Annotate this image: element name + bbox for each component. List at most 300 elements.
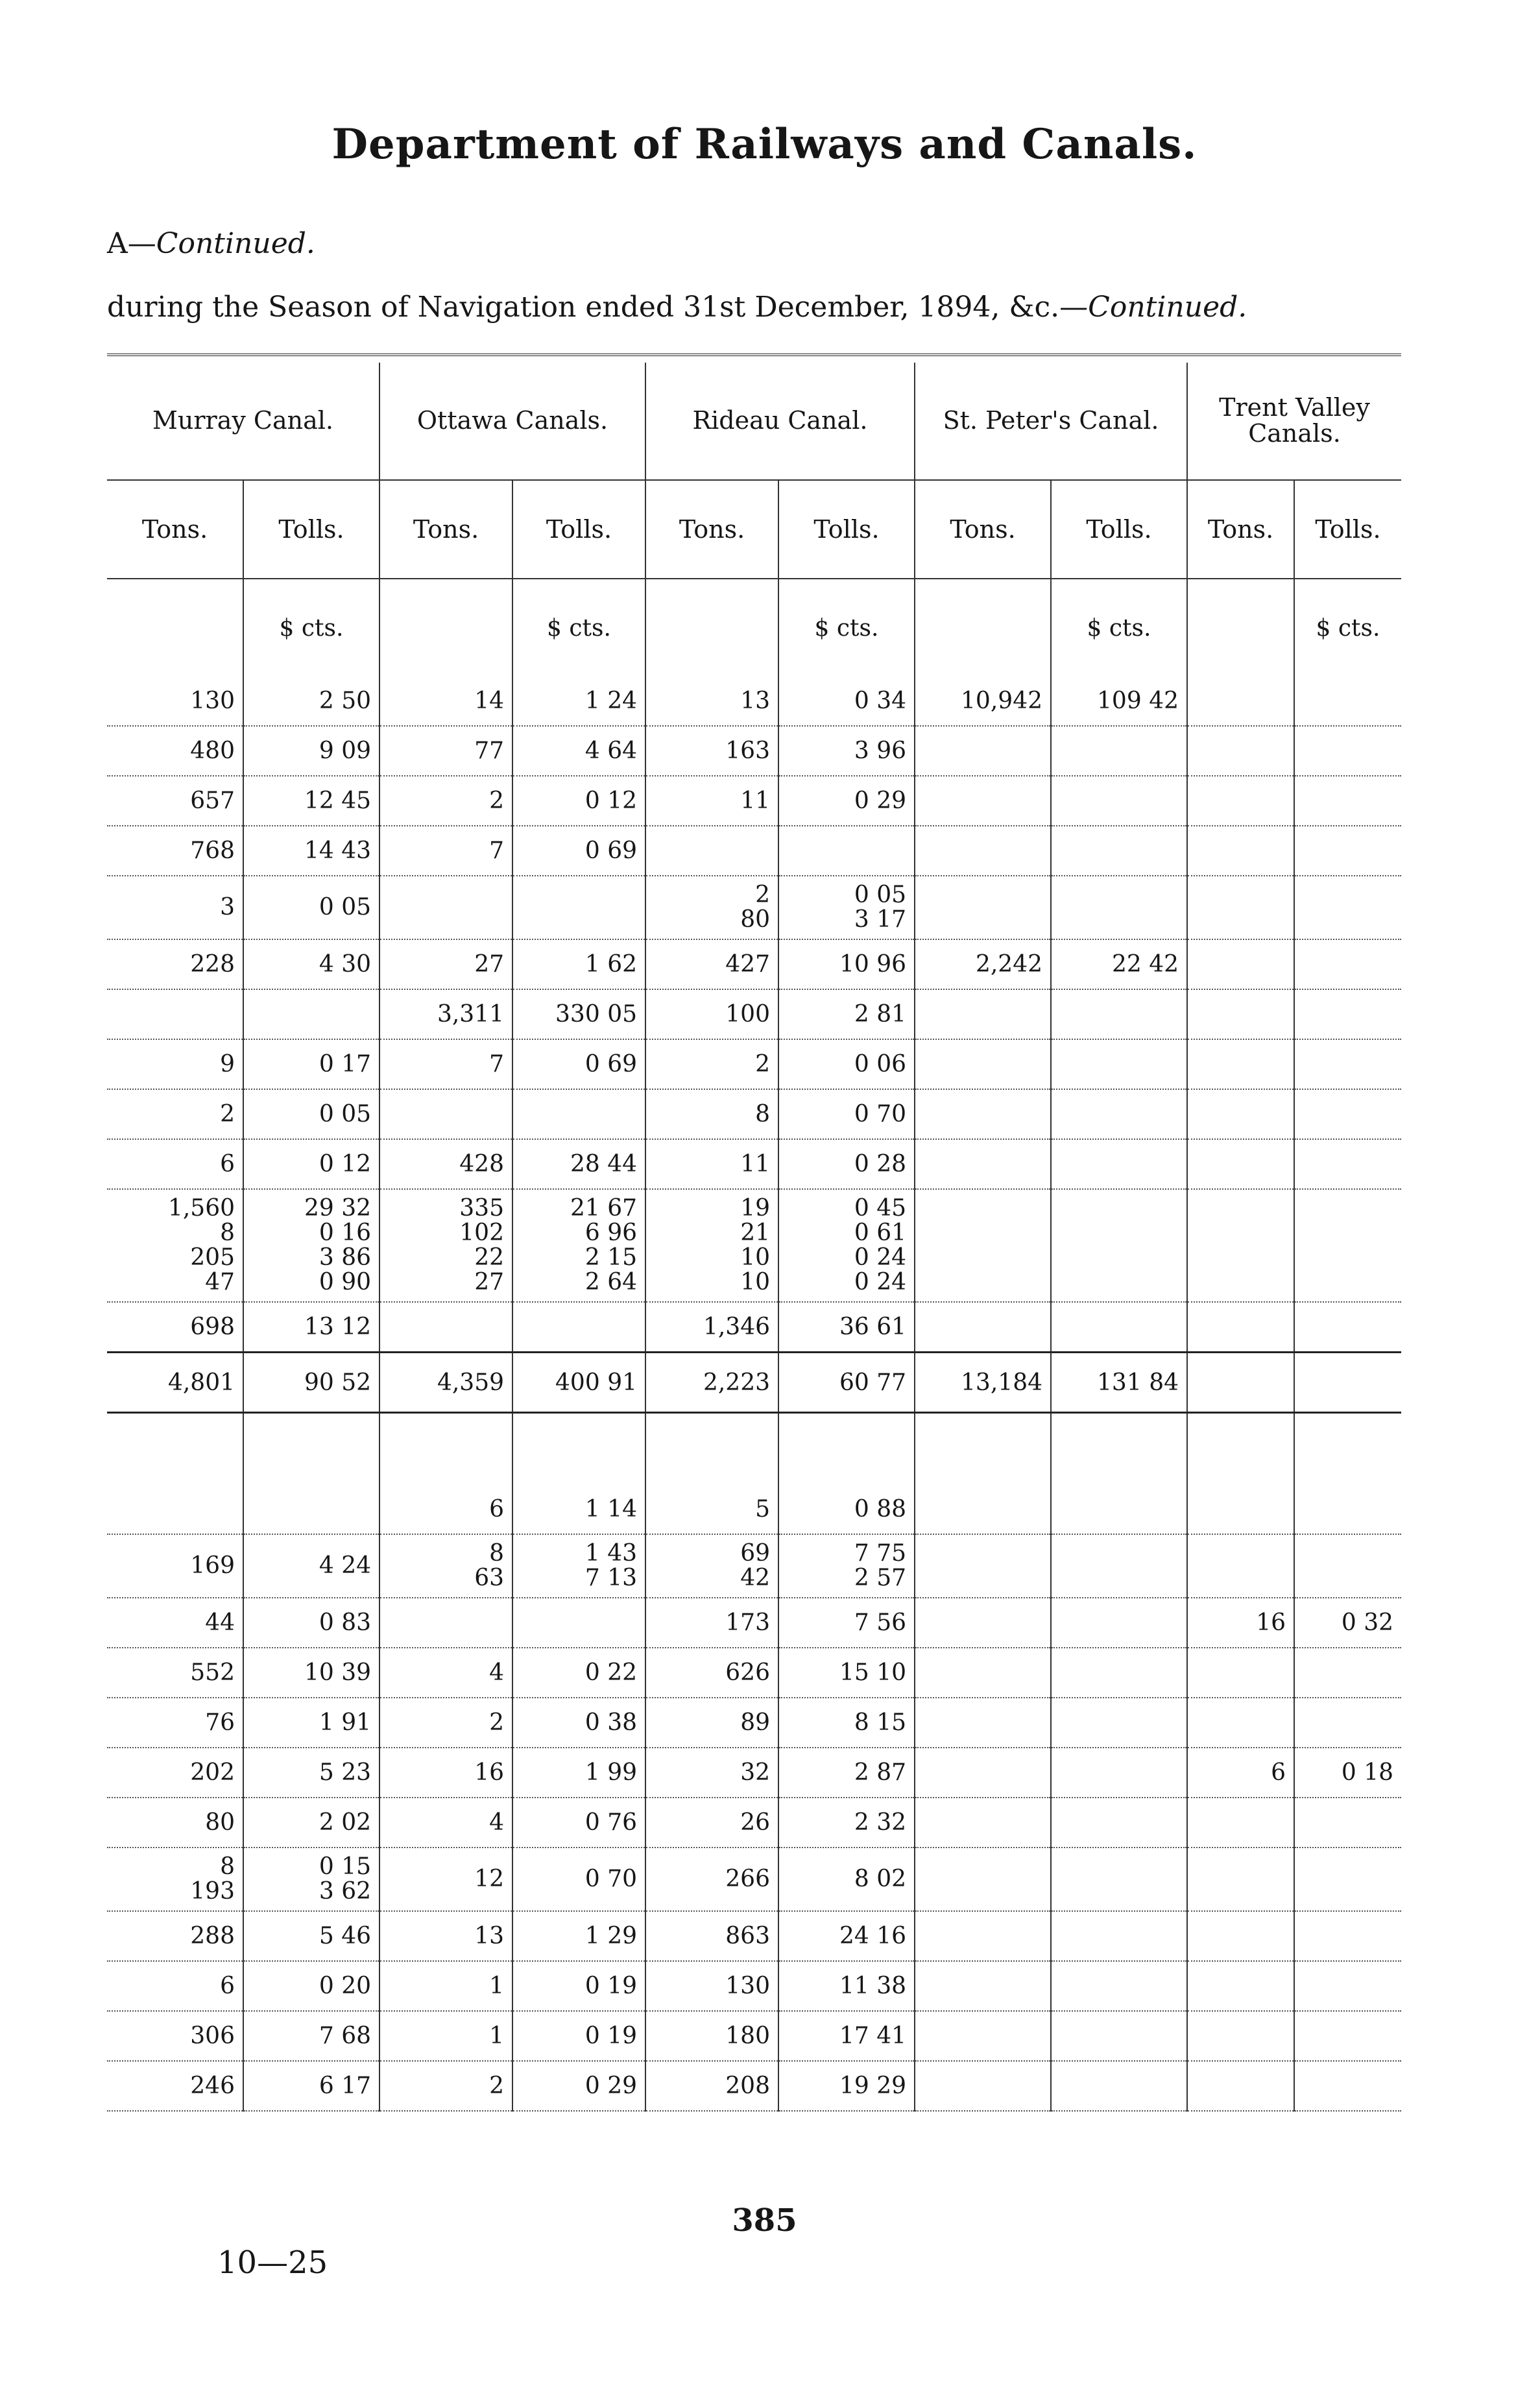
tons-cell: 6 [107,1139,243,1189]
tolls-cell: 0 19 [512,1961,645,2011]
subheading-continued: Continued. [156,227,315,260]
tons-cell: 306 [107,2011,243,2061]
unit-label [379,579,512,677]
subcol-header: Tolls. [778,480,915,579]
tons-cell [915,1189,1051,1302]
tons-cell: 2,223 [645,1353,778,1413]
tolls-cell: 2 81 [778,989,915,1039]
tolls-cell [1294,2011,1401,2061]
tons-cell [1187,1353,1294,1413]
tolls-cell: 29 32 0 16 3 86 0 90 [243,1189,379,1302]
tons-cell: 4 [379,1648,512,1698]
tolls-cell [1294,1139,1401,1189]
table-row [107,1848,1401,1911]
subcol-header: Tolls. [1294,480,1401,579]
tolls-cell [243,1485,379,1534]
subcol-header: Tons. [1187,480,1294,579]
tolls-cell: 0 29 [512,2061,645,2111]
table-row [107,776,1401,826]
tolls-cell: 4 24 [243,1534,379,1598]
table-row [107,2011,1401,2061]
tolls-cell: 3 96 [778,726,915,776]
tolls-cell: 11 38 [778,1961,915,2011]
tons-cell [1187,1534,1294,1598]
unit-label [1187,579,1294,677]
tons-cell: 27 [379,939,512,989]
tons-cell [915,2011,1051,2061]
tons-cell: 130 [107,677,243,726]
tolls-cell [1051,1698,1187,1748]
tons-cell [1187,726,1294,776]
table-row [107,1648,1401,1698]
tolls-cell [1294,1848,1401,1911]
tons-cell: 266 [645,1848,778,1911]
tolls-cell [512,1598,645,1648]
canal-header-st-peters: St. Peter's Canal. [915,363,1187,480]
tolls-cell: 1 14 [512,1485,645,1534]
tolls-cell: 131 84 [1051,1353,1187,1413]
tons-cell: 768 [107,826,243,876]
tolls-cell [1294,1698,1401,1748]
tons-cell [379,1302,512,1353]
tolls-cell: 0 06 [778,1039,915,1089]
tons-cell [1187,826,1294,876]
tons-cell [107,1413,243,1486]
tons-cell: 1,560 8 205 47 [107,1189,243,1302]
tons-cell [915,726,1051,776]
subheading-prefix: A— [107,227,156,260]
tolls-cell: 1 99 [512,1748,645,1798]
tons-cell: 12 [379,1848,512,1911]
table-row [107,2061,1401,2111]
table-row [107,1961,1401,2011]
tons-cell: 69 42 [645,1534,778,1598]
tolls-cell [1051,1139,1187,1189]
tolls-cell: 21 67 6 96 2 15 2 64 [512,1189,645,1302]
tolls-cell [1051,776,1187,826]
tons-cell: 288 [107,1911,243,1961]
tolls-cell: 0 32 [1294,1598,1401,1648]
tons-cell [1187,1189,1294,1302]
table-row [107,939,1401,989]
tons-cell [915,1534,1051,1598]
tolls-cell: 2 50 [243,677,379,726]
tons-cell: 8 63 [379,1534,512,1598]
tolls-cell [1294,726,1401,776]
tons-cell [1187,1798,1294,1848]
tons-cell: 2 [107,1089,243,1139]
tolls-cell [243,1413,379,1486]
tolls-cell [1051,1648,1187,1698]
tolls-cell: 0 69 [512,1039,645,1089]
unit-label: $ cts. [1051,579,1187,677]
tolls-cell: 0 28 [778,1139,915,1189]
tolls-cell: 60 77 [778,1353,915,1413]
tons-cell: 26 [645,1798,778,1848]
tolls-cell: 0 76 [512,1798,645,1848]
tons-cell: 44 [107,1598,243,1648]
tolls-cell [1051,726,1187,776]
tons-cell: 2 [645,1039,778,1089]
tolls-cell [1051,2061,1187,2111]
tolls-cell [1294,989,1401,1039]
tons-cell: 7 [379,1039,512,1089]
tolls-cell: 0 19 [512,2011,645,2061]
tons-cell: 13,184 [915,1353,1051,1413]
tons-cell: 8 193 [107,1848,243,1911]
tolls-cell [1051,989,1187,1039]
caption-text: during the Season of Navigation ended 31st December, 1894, &c.— [107,291,1089,324]
tolls-cell: 109 42 [1051,677,1187,726]
tolls-cell: 7 75 2 57 [778,1534,915,1598]
tolls-cell: 0 12 [512,776,645,826]
tons-cell: 11 [645,1139,778,1189]
tolls-cell [1294,1189,1401,1302]
table-row [107,876,1401,939]
table-row [107,1139,1401,1189]
tons-cell [915,1911,1051,1961]
total-row [107,1353,1401,1413]
tons-cell: 10,942 [915,677,1051,726]
tons-cell: 11 [645,776,778,826]
canal-header-trent-valley: Trent Valley Canals. [1187,363,1401,480]
tons-cell [1187,1139,1294,1189]
tons-cell: 80 [107,1798,243,1848]
tons-cell: 77 [379,726,512,776]
tons-cell [915,1485,1051,1534]
tolls-cell [1051,2011,1187,2061]
tons-cell [915,2061,1051,2111]
table-row [107,1039,1401,1089]
tolls-cell [1294,1485,1401,1534]
tolls-cell [512,1302,645,1353]
table-row [107,1302,1401,1353]
tolls-cell [1051,826,1187,876]
table-row [107,989,1401,1039]
tons-cell: 180 [645,2011,778,2061]
tons-cell [1187,876,1294,939]
tons-cell [1187,1485,1294,1534]
tolls-cell: 36 61 [778,1302,915,1353]
tons-cell [1187,1302,1294,1353]
tons-cell: 169 [107,1534,243,1598]
tons-cell [107,989,243,1039]
tons-cell: 173 [645,1598,778,1648]
tolls-cell: 1 29 [512,1911,645,1961]
tons-cell: 163 [645,726,778,776]
tons-cell [915,1698,1051,1748]
subcol-header: Tons. [915,480,1051,579]
tons-cell: 863 [645,1911,778,1961]
tolls-cell [1294,677,1401,726]
table-row [107,1798,1401,1848]
tons-cell [379,1598,512,1648]
tolls-cell: 14 43 [243,826,379,876]
tons-cell: 89 [645,1698,778,1748]
tolls-cell: 0 12 [243,1139,379,1189]
tons-cell [1187,1911,1294,1961]
tons-cell [915,1848,1051,1911]
tons-cell [1187,1413,1294,1486]
tolls-cell: 0 88 [778,1485,915,1534]
page-number: 385 [732,2202,797,2239]
tons-cell: 427 [645,939,778,989]
tolls-cell: 90 52 [243,1353,379,1413]
tons-cell: 32 [645,1748,778,1798]
tolls-cell: 8 02 [778,1848,915,1911]
tons-cell: 4,359 [379,1353,512,1413]
tolls-cell: 0 34 [778,677,915,726]
tolls-cell [1051,1848,1187,1911]
tolls-cell: 0 05 [243,876,379,939]
tolls-cell: 9 09 [243,726,379,776]
tolls-cell: 13 12 [243,1302,379,1353]
subcolumn-header-row [107,480,1401,579]
tolls-cell: 24 16 [778,1911,915,1961]
tons-cell [1187,939,1294,989]
unit-label: $ cts. [512,579,645,677]
tolls-cell [1051,1089,1187,1139]
tolls-cell [1294,1302,1401,1353]
tolls-cell: 4 30 [243,939,379,989]
tons-cell [915,1089,1051,1139]
canal-header-ottawa: Ottawa Canals. [379,363,645,480]
tons-cell [915,1748,1051,1798]
tons-cell: 76 [107,1698,243,1748]
tons-cell [645,1413,778,1486]
top-rule [107,355,1401,363]
subcol-header: Tolls. [1051,480,1187,579]
tons-cell [1187,1039,1294,1089]
tolls-cell: 0 17 [243,1039,379,1089]
tons-cell: 202 [107,1748,243,1798]
tons-cell: 1 [379,1961,512,2011]
tolls-cell: 0 18 [1294,1748,1401,1798]
tolls-cell [1051,1413,1187,1486]
tolls-cell [1051,1798,1187,1848]
tons-cell: 100 [645,989,778,1039]
tons-cell [915,1598,1051,1648]
tolls-cell: 0 83 [243,1598,379,1648]
tons-cell [915,1302,1051,1353]
canal-traffic-table [107,354,1401,2112]
tons-cell: 16 [379,1748,512,1798]
tons-cell [915,826,1051,876]
tons-cell: 208 [645,2061,778,2111]
ledger-body [107,677,1401,2111]
tolls-cell: 22 42 [1051,939,1187,989]
ledger-table-wrap [107,354,1401,2112]
tolls-cell: 17 41 [778,2011,915,2061]
tons-cell: 552 [107,1648,243,1698]
tons-cell: 8 [645,1089,778,1139]
unit-label [107,579,243,677]
tons-cell: 2 80 [645,876,778,939]
tolls-cell [1051,1189,1187,1302]
table-row [107,1413,1401,1486]
tolls-cell [1051,876,1187,939]
tons-cell: 2 [379,776,512,826]
tolls-cell: 0 29 [778,776,915,826]
tolls-cell [778,826,915,876]
tons-cell: 14 [379,677,512,726]
tons-cell: 9 [107,1039,243,1089]
tolls-cell [1294,1911,1401,1961]
tolls-cell [1294,826,1401,876]
tolls-cell: 330 05 [512,989,645,1039]
canal-header-rideau: Rideau Canal. [645,363,915,480]
tolls-cell: 0 45 0 61 0 24 0 24 [778,1189,915,1302]
tolls-cell [1294,2061,1401,2111]
tons-cell [915,1139,1051,1189]
unit-label [915,579,1051,677]
tolls-cell: 5 46 [243,1911,379,1961]
tolls-cell: 1 62 [512,939,645,989]
tons-cell [915,1413,1051,1486]
subcol-header: Tons. [645,480,778,579]
tolls-cell [1051,1598,1187,1648]
tons-cell [1187,989,1294,1039]
tolls-cell: 0 70 [512,1848,645,1911]
table-row [107,726,1401,776]
tons-cell: 6 [107,1961,243,2011]
tons-cell [915,989,1051,1039]
tolls-cell [778,1413,915,1486]
canal-header-row [107,363,1401,480]
tons-cell [915,876,1051,939]
table-row [107,1485,1401,1534]
tons-cell [645,826,778,876]
tolls-cell [243,989,379,1039]
tons-cell: 3 [107,876,243,939]
tolls-cell: 0 22 [512,1648,645,1698]
subcol-header: Tolls. [243,480,379,579]
tolls-cell: 15 10 [778,1648,915,1698]
tons-cell [915,1798,1051,1848]
tolls-cell [1294,876,1401,939]
tolls-cell: 0 05 [243,1089,379,1139]
tons-cell: 657 [107,776,243,826]
unit-label: $ cts. [243,579,379,677]
tolls-cell [1294,1648,1401,1698]
canal-header-murray: Murray Canal. [107,363,379,480]
tons-cell [1187,1848,1294,1911]
tons-cell: 2 [379,1698,512,1748]
tons-cell [1187,1089,1294,1139]
tolls-cell: 10 39 [243,1648,379,1698]
table-row [107,1534,1401,1598]
tons-cell: 16 [1187,1598,1294,1648]
printer-signature: 10—25 [217,2245,328,2281]
tolls-cell [512,1413,645,1486]
tons-cell: 2,242 [915,939,1051,989]
table-row [107,1089,1401,1139]
tolls-cell: 2 32 [778,1798,915,1848]
tons-cell: 5 [645,1485,778,1534]
tolls-cell [1051,1485,1187,1534]
tons-cell: 7 [379,826,512,876]
tolls-cell: 7 68 [243,2011,379,2061]
tons-cell [379,876,512,939]
tons-cell [1187,2011,1294,2061]
tolls-cell [1294,1353,1401,1413]
tons-cell: 4,801 [107,1353,243,1413]
tons-cell: 1,346 [645,1302,778,1353]
table-row [107,1748,1401,1798]
tons-cell: 6 [379,1485,512,1534]
unit-label: $ cts. [1294,579,1401,677]
table-row [107,1698,1401,1748]
tons-cell [915,1039,1051,1089]
table-row [107,1911,1401,1961]
tons-cell [915,1961,1051,2011]
tons-cell [1187,1648,1294,1698]
tons-cell: 4 [379,1798,512,1848]
tolls-cell: 0 70 [778,1089,915,1139]
tolls-cell [512,1089,645,1139]
tons-cell [1187,1961,1294,2011]
tons-cell: 2 [379,2061,512,2111]
section-subheading [107,227,315,260]
tons-cell [379,1089,512,1139]
tolls-cell: 7 56 [778,1598,915,1648]
tolls-cell: 1 24 [512,677,645,726]
tolls-cell: 5 23 [243,1748,379,1798]
tolls-cell [1294,1039,1401,1089]
tolls-cell [1051,1302,1187,1353]
table-row [107,1189,1401,1302]
tolls-cell: 19 29 [778,2061,915,2111]
subcol-header: Tons. [379,480,512,579]
tons-cell: 1 [379,2011,512,2061]
tons-cell [107,1485,243,1534]
tolls-cell [1051,1534,1187,1598]
units-row [107,579,1401,677]
tolls-cell [512,876,645,939]
tons-cell [379,1413,512,1486]
tolls-cell [1051,1961,1187,2011]
tons-cell: 6 [1187,1748,1294,1798]
tons-cell: 130 [645,1961,778,2011]
tons-cell: 626 [645,1648,778,1698]
tolls-cell: 0 15 3 62 [243,1848,379,1911]
tolls-cell [1051,1039,1187,1089]
tolls-cell: 2 87 [778,1748,915,1798]
tolls-cell: 28 44 [512,1139,645,1189]
table-row [107,826,1401,876]
tons-cell [1187,677,1294,726]
tolls-cell [1294,776,1401,826]
tolls-cell: 0 38 [512,1698,645,1748]
tolls-cell [1294,1534,1401,1598]
tons-cell: 480 [107,726,243,776]
tons-cell: 228 [107,939,243,989]
tolls-cell: 10 96 [778,939,915,989]
tolls-cell [1051,1748,1187,1798]
tons-cell [1187,2061,1294,2111]
table-row [107,677,1401,726]
caption-continued: Continued. [1088,291,1247,324]
tons-cell: 246 [107,2061,243,2111]
tons-cell: 13 [645,677,778,726]
tons-cell [915,776,1051,826]
tolls-cell: 1 43 7 13 [512,1534,645,1598]
tons-cell: 3,311 [379,989,512,1039]
tons-cell [1187,1698,1294,1748]
subcol-header: Tolls. [512,480,645,579]
tolls-cell: 4 64 [512,726,645,776]
tons-cell: 13 [379,1911,512,1961]
